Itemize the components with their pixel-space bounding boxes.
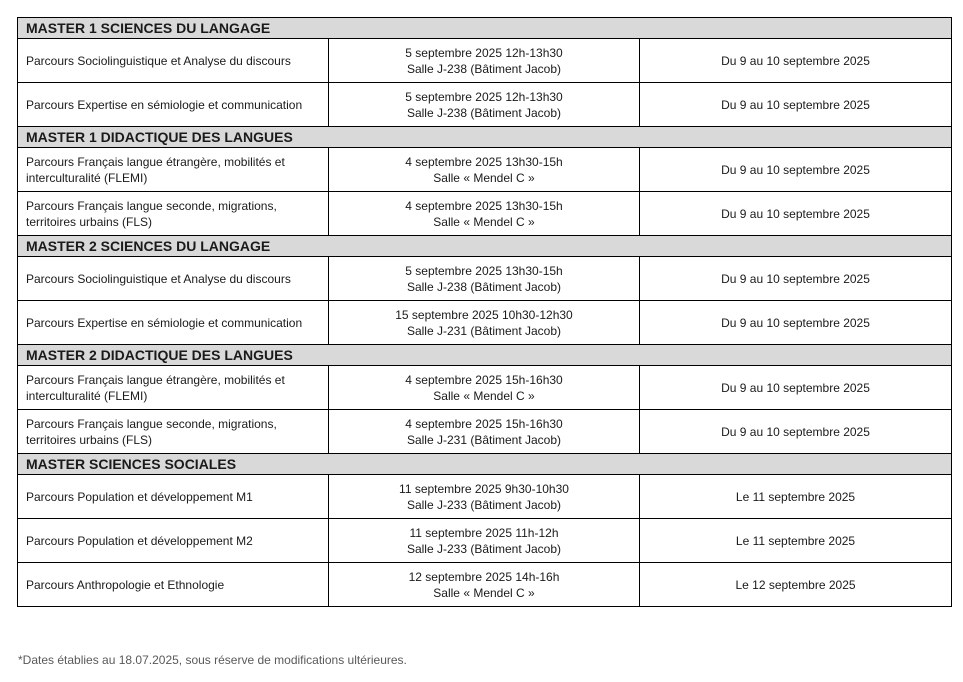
meeting-room: Salle J-233 (Bâtiment Jacob) xyxy=(406,497,562,512)
meeting-room: Salle J-233 (Bâtiment Jacob) xyxy=(406,541,562,556)
course-name-cell: Parcours Français langue étrangère, mobilités et interculturalité (FLEMI) xyxy=(18,366,329,410)
course-name-cell: Parcours Français langue étrangère, mobilités et interculturalité (FLEMI) xyxy=(18,148,329,192)
meeting-info-cell xyxy=(329,148,640,192)
meeting-datetime: 4 septembre 2025 13h30-15h xyxy=(405,154,563,169)
section-header-row xyxy=(18,454,952,475)
meeting-datetime: 5 septembre 2025 12h-13h30 xyxy=(405,45,563,60)
table-row xyxy=(18,83,952,127)
meeting-info-cell xyxy=(329,519,640,563)
section-title: MASTER 1 SCIENCES DU LANGAGE xyxy=(18,18,952,39)
meeting-datetime: 4 septembre 2025 15h-16h30 xyxy=(405,416,563,431)
section-title: MASTER 1 DIDACTIQUE DES LANGUES xyxy=(18,127,952,148)
meeting-datetime: 5 septembre 2025 12h-13h30 xyxy=(405,89,563,104)
meeting-room: Salle J-238 (Bâtiment Jacob) xyxy=(406,279,562,294)
meeting-info-cell xyxy=(329,257,640,301)
section-title: MASTER SCIENCES SOCIALES xyxy=(18,454,952,475)
course-name-cell: Parcours Anthropologie et Ethnologie xyxy=(18,563,329,607)
dates-cell: Du 9 au 10 septembre 2025 xyxy=(640,39,952,83)
schedule-table xyxy=(17,17,952,607)
meeting-room: Salle J-231 (Bâtiment Jacob) xyxy=(406,323,562,338)
section-header-row xyxy=(18,18,952,39)
meeting-datetime: 11 septembre 2025 9h30-10h30 xyxy=(399,481,569,496)
meeting-room: Salle J-238 (Bâtiment Jacob) xyxy=(406,105,562,120)
meeting-info-cell xyxy=(329,192,640,236)
section-header-row xyxy=(18,127,952,148)
meeting-room: Salle « Mendel C » xyxy=(433,388,535,403)
table-row xyxy=(18,475,952,519)
table-row xyxy=(18,301,952,345)
meeting-info-cell xyxy=(329,39,640,83)
table-row xyxy=(18,410,952,454)
table-row xyxy=(18,192,952,236)
dates-cell: Le 11 septembre 2025 xyxy=(640,475,952,519)
table-row xyxy=(18,519,952,563)
footnote: *Dates établies au 18.07.2025, sous réserve de modifications ultérieures. xyxy=(18,653,407,667)
meeting-datetime: 4 septembre 2025 15h-16h30 xyxy=(405,372,563,387)
dates-cell: Du 9 au 10 septembre 2025 xyxy=(640,366,952,410)
section-title: MASTER 2 DIDACTIQUE DES LANGUES xyxy=(18,345,952,366)
meeting-datetime: 12 septembre 2025 14h-16h xyxy=(408,569,560,584)
section-header-row xyxy=(18,345,952,366)
meeting-info-cell xyxy=(329,410,640,454)
dates-cell: Du 9 au 10 septembre 2025 xyxy=(640,257,952,301)
meeting-datetime: 5 septembre 2025 13h30-15h xyxy=(405,263,563,278)
schedule-body xyxy=(18,18,952,607)
course-name-cell: Parcours Expertise en sémiologie et communication xyxy=(18,83,329,127)
dates-cell: Le 12 septembre 2025 xyxy=(640,563,952,607)
course-name-cell: Parcours Population et développement M1 xyxy=(18,475,329,519)
table-row xyxy=(18,257,952,301)
table-row xyxy=(18,148,952,192)
dates-cell: Du 9 au 10 septembre 2025 xyxy=(640,192,952,236)
dates-cell: Du 9 au 10 septembre 2025 xyxy=(640,148,952,192)
meeting-datetime: 11 septembre 2025 11h-12h xyxy=(409,525,559,540)
section-title: MASTER 2 SCIENCES DU LANGAGE xyxy=(18,236,952,257)
meeting-room: Salle « Mendel C » xyxy=(433,214,535,229)
meeting-datetime: 4 septembre 2025 13h30-15h xyxy=(405,198,563,213)
table-row xyxy=(18,563,952,607)
meeting-info-cell xyxy=(329,475,640,519)
meeting-info-cell xyxy=(329,366,640,410)
meeting-room: Salle J-238 (Bâtiment Jacob) xyxy=(406,61,562,76)
table-row xyxy=(18,39,952,83)
course-name-cell: Parcours Expertise en sémiologie et communication xyxy=(18,301,329,345)
course-name-cell: Parcours Population et développement M2 xyxy=(18,519,329,563)
course-name-cell: Parcours Sociolinguistique et Analyse du discours xyxy=(18,39,329,83)
dates-cell: Le 11 septembre 2025 xyxy=(640,519,952,563)
meeting-room: Salle « Mendel C » xyxy=(433,170,535,185)
meeting-info-cell xyxy=(329,83,640,127)
dates-cell: Du 9 au 10 septembre 2025 xyxy=(640,83,952,127)
meeting-room: Salle « Mendel C » xyxy=(433,585,535,600)
meeting-info-cell xyxy=(329,563,640,607)
meeting-info-cell xyxy=(329,301,640,345)
meeting-room: Salle J-231 (Bâtiment Jacob) xyxy=(406,432,562,447)
course-name-cell: Parcours Français langue seconde, migrations, territoires urbains (FLS) xyxy=(18,192,329,236)
course-name-cell: Parcours Français langue seconde, migrations, territoires urbains (FLS) xyxy=(18,410,329,454)
dates-cell: Du 9 au 10 septembre 2025 xyxy=(640,410,952,454)
meeting-datetime: 15 septembre 2025 10h30-12h30 xyxy=(395,307,573,322)
section-header-row xyxy=(18,236,952,257)
course-name-cell: Parcours Sociolinguistique et Analyse du discours xyxy=(18,257,329,301)
dates-cell: Du 9 au 10 septembre 2025 xyxy=(640,301,952,345)
table-row xyxy=(18,366,952,410)
